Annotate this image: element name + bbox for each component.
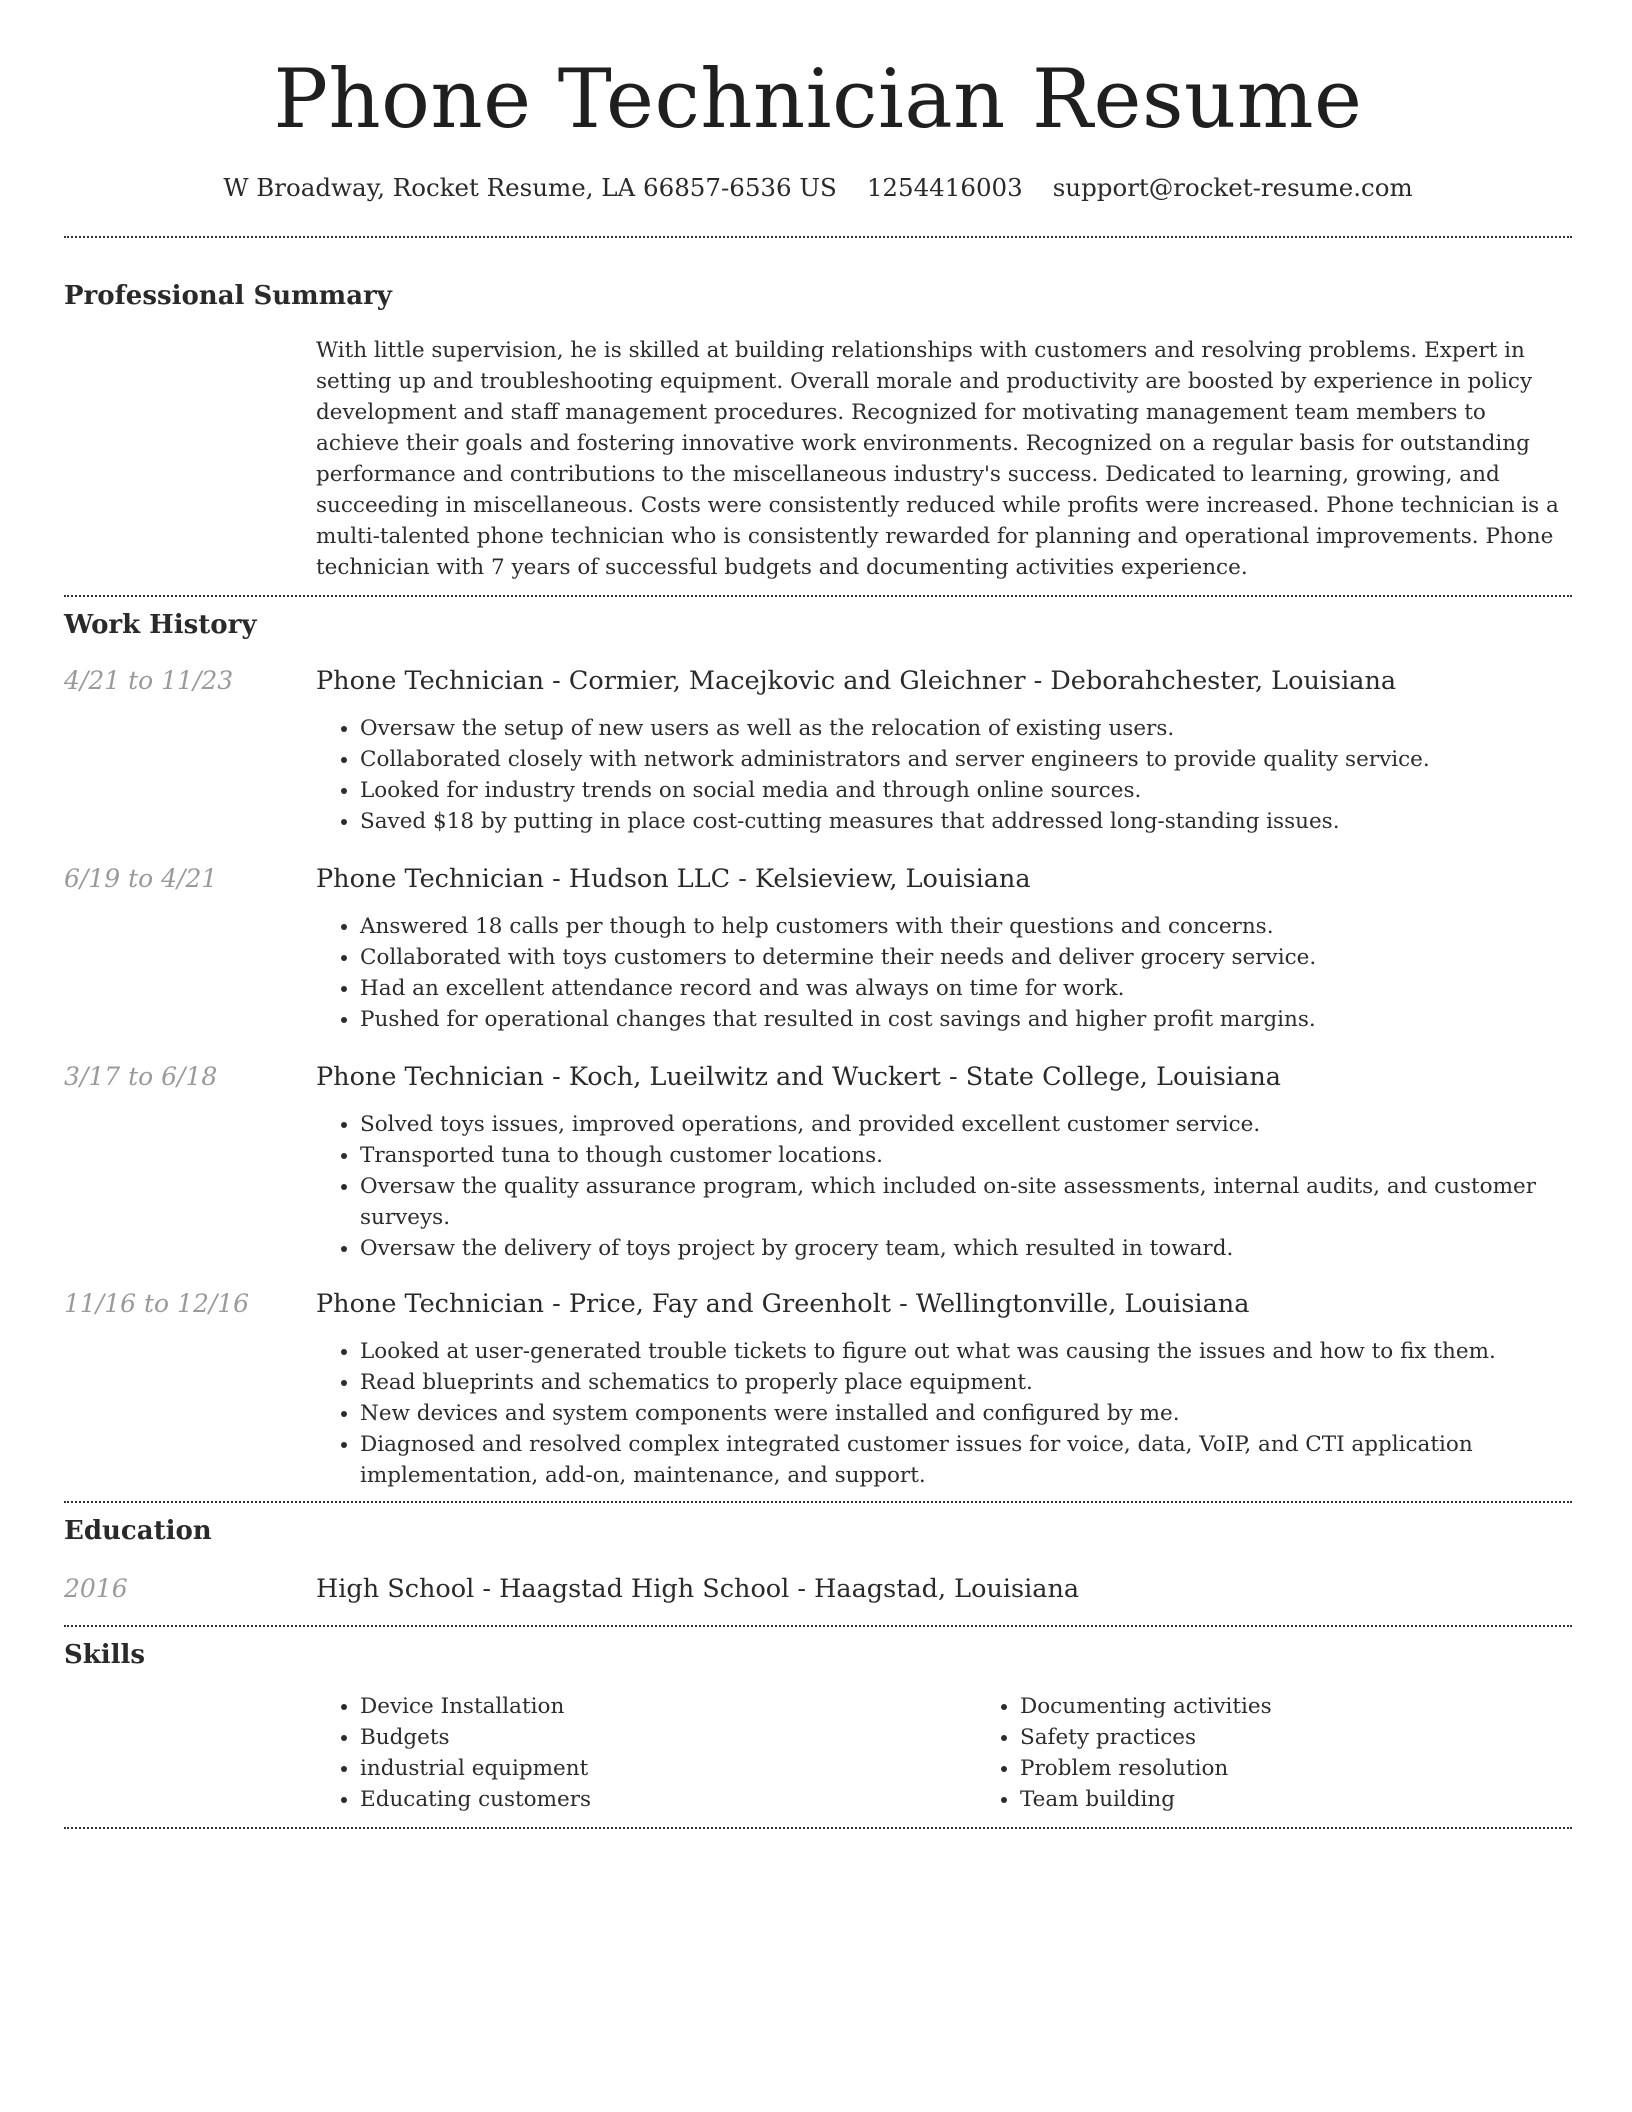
education-entry — [64, 1573, 1572, 1605]
education-date: 2016 — [64, 1574, 128, 1603]
skill-item: • industrial equipment — [360, 1753, 976, 1784]
list-item: • Oversaw the setup of new users as well as the relocation of existing users. — [360, 713, 1572, 744]
list-item: • Solved toys issues, improved operations, and provided excellent customer service. — [360, 1109, 1572, 1140]
skill-item: • Educating customers — [360, 1784, 976, 1815]
skill-item: • Problem resolution — [1020, 1753, 1632, 1784]
section-title-skills: Skills — [64, 1640, 146, 1670]
list-item: • Oversaw the quality assurance program, which included on-site assessments, internal audits, and customer surveys. — [360, 1171, 1572, 1233]
resume-title: Phone Technician Resume — [273, 53, 1363, 147]
summary-text: With little supervision, he is skilled at building relationships with customers and resolving problems. Expert in setting up and troubleshooting equipment. Overall morale and productivity are boosted by experience in policy development and staff management procedures. Recognized for motivating management team members to achieve their goals and fostering innovative work environments. Recognized on a regular basis for outstanding performance and contributions to the miscellaneous industry's success. Dedicated to learning, growing, and succeeding in miscellaneous. Costs were consistently reduced while profits were increased. Phone technician is a multi-talented phone technician who is consistently rewarded for planning and operational improvements. Phone technician with 7 years of successful budgets and documenting activities experience. — [316, 338, 1559, 580]
list-item: • Oversaw the delivery of toys project by grocery team, which resulted in toward. — [360, 1233, 1572, 1264]
divider — [64, 1501, 1572, 1503]
job-entry — [64, 1288, 1572, 1491]
list-item: • Read blueprints and schematics to properly place equipment. — [360, 1367, 1572, 1398]
list-item: • New devices and system components were installed and configured by me. — [360, 1398, 1572, 1429]
resume-page — [64, 0, 1572, 1829]
section-title-work-history: Work History — [64, 610, 257, 640]
list-item: • Saved $18 by putting in place cost-cutting measures that addressed long-standing issues. — [360, 806, 1572, 837]
list-item: • Looked at user-generated trouble tickets to figure out what was causing the issues and how to fix them. — [360, 1336, 1572, 1367]
list-item: • Collaborated closely with network administrators and server engineers to provide quality service. — [360, 744, 1572, 775]
job-title: Phone Technician - Price, Fay and Greenholt - Wellingtonville, Louisiana — [316, 1289, 1250, 1319]
skill-item: • Safety practices — [1020, 1722, 1632, 1753]
job-dates: 6/19 to 4/21 — [64, 864, 218, 893]
skills-column-left — [316, 1691, 976, 1815]
job-title: Phone Technician - Cormier, Macejkovic and Gleichner - Deborahchester, Louisiana — [316, 666, 1397, 696]
contact-line — [64, 172, 1572, 204]
job-bullets — [316, 1336, 1572, 1491]
divider — [64, 1625, 1572, 1627]
list-item: • Pushed for operational changes that resulted in cost savings and higher profit margins. — [360, 1004, 1572, 1035]
job-bullets — [316, 713, 1572, 837]
skills-list — [316, 1691, 1572, 1815]
skills-column-right — [976, 1691, 1632, 1815]
divider — [64, 595, 1572, 597]
divider — [64, 1827, 1572, 1829]
divider — [64, 236, 1572, 238]
job-bullets — [316, 1109, 1572, 1264]
section-title-summary: Professional Summary — [64, 281, 392, 311]
job-title: Phone Technician - Koch, Lueilwitz and Wuckert - State College, Louisiana — [316, 1062, 1281, 1092]
list-item: • Diagnosed and resolved complex integrated customer issues for voice, data, VoIP, and CTI application implementation, add-on, maintenance, and support. — [360, 1429, 1572, 1491]
skill-item: • Device Installation — [360, 1691, 976, 1722]
skill-item: • Team building — [1020, 1784, 1632, 1815]
job-dates: 4/21 to 11/23 — [64, 666, 234, 695]
skill-item: • Documenting activities — [1020, 1691, 1632, 1722]
list-item: • Answered 18 calls per though to help customers with their questions and concerns. — [360, 911, 1572, 942]
contact-email: support@rocket-resume.com — [1052, 173, 1413, 202]
contact-address: W Broadway, Rocket Resume, LA 66857-6536 US — [223, 173, 837, 202]
job-dates: 11/16 to 12/16 — [64, 1289, 250, 1318]
job-entry — [64, 863, 1572, 1035]
list-item: • Collaborated with toys customers to determine their needs and deliver grocery service. — [360, 942, 1572, 973]
list-item: • Had an excellent attendance record and was always on time for work. — [360, 973, 1572, 1004]
contact-phone: 1254416003 — [866, 173, 1023, 202]
job-entry — [64, 1061, 1572, 1264]
list-item: • Transported tuna to though customer locations. — [360, 1140, 1572, 1171]
section-title-education: Education — [64, 1516, 212, 1546]
skill-item: • Budgets — [360, 1722, 976, 1753]
job-entry — [64, 665, 1572, 837]
job-title: Phone Technician - Hudson LLC - Kelsieview, Louisiana — [316, 864, 1031, 894]
education-title: High School - Haagstad High School - Haagstad, Louisiana — [316, 1574, 1080, 1604]
job-dates: 3/17 to 6/18 — [64, 1062, 218, 1091]
list-item: • Looked for industry trends on social media and through online sources. — [360, 775, 1572, 806]
job-bullets — [316, 911, 1572, 1035]
